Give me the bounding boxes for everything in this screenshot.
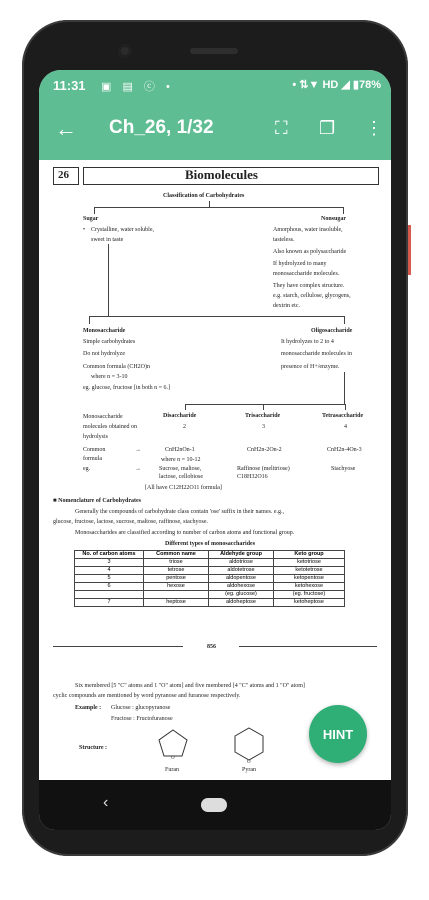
earpiece-speaker bbox=[190, 48, 238, 54]
status-bar bbox=[39, 70, 391, 100]
table-header-row bbox=[75, 551, 345, 559]
nonsugar-point: dextrin etc. bbox=[273, 303, 300, 309]
table-cell: ketohexose bbox=[274, 583, 345, 591]
mono-point: eg. glucose, fructose [in both n = 6.] bbox=[83, 385, 171, 391]
nomenclature-heading: ■ Nomenclature of Carbohydrates bbox=[53, 498, 142, 504]
oligo-type-name: Trisaccharide bbox=[245, 413, 281, 419]
page-title: Ch_26, 1/32 bbox=[109, 117, 214, 138]
page-number: 856 bbox=[207, 644, 216, 650]
app-bar bbox=[39, 100, 391, 160]
ring-text: cyclic compounds are mentioned by word pyranose and furanose respectively. bbox=[53, 693, 241, 699]
oligo-type-name: Tetrasaccharide bbox=[322, 413, 364, 419]
nomenclature-text: Generally the compounds of carbohydrate class contain 'ose' suffix in their names. e.g., bbox=[75, 509, 284, 515]
nomenclature-text: Monosaccharides are classified according to number of carbon atoms and functional group. bbox=[75, 530, 295, 536]
svg-text:O: O bbox=[247, 760, 251, 764]
oligo-type-count: 4 bbox=[344, 424, 347, 430]
table-row bbox=[75, 575, 345, 583]
table-cell bbox=[75, 591, 144, 599]
example-line: Glucose : glucopyranose bbox=[111, 705, 171, 711]
table-row bbox=[75, 599, 345, 607]
example-label: Example : bbox=[75, 705, 102, 711]
oligo-side: molecules obtained on bbox=[83, 424, 137, 430]
table-cell: ketoheptose bbox=[274, 599, 345, 607]
status-time: 11:31 bbox=[53, 78, 86, 93]
svg-text:O: O bbox=[171, 756, 175, 761]
table-title: Different types of monosaccharides bbox=[165, 541, 256, 547]
oligo-type-formula: CnH2n-4On-3 bbox=[327, 447, 362, 453]
nonsugar-point: They have complex structure. bbox=[273, 283, 345, 289]
sugar-point: Crystalline, water soluble, bbox=[91, 227, 154, 233]
network-label: HD bbox=[322, 79, 339, 91]
nav-home-pill[interactable] bbox=[201, 798, 227, 812]
example-line: Fructose : Fructofuranose bbox=[111, 716, 173, 722]
oligo-point: presence of H+/enzyme. bbox=[281, 364, 340, 370]
sugar-point: sweet in taste bbox=[91, 237, 124, 243]
nonsugar-point: e.g. starch, cellulose, glycogens, bbox=[273, 293, 351, 299]
oligo-side: hydrolysis bbox=[83, 434, 109, 440]
table-cell: aldoheptose bbox=[209, 599, 274, 607]
nomenclature-text: glucose, fructose, lactose, sucrose, maltose, raffinose, stachyose. bbox=[53, 519, 209, 525]
table-cell: triose bbox=[144, 559, 209, 567]
table-cell: heptose bbox=[144, 599, 209, 607]
table-header: Aldehyde group bbox=[209, 551, 274, 559]
table-cell: (eg. glucose) bbox=[209, 591, 274, 599]
table-row bbox=[75, 583, 345, 591]
table-header: Keto group bbox=[274, 551, 345, 559]
table-cell: 5 bbox=[75, 575, 144, 583]
monosaccharide-label: Monosaccharide bbox=[83, 328, 126, 334]
oligo-side: Common bbox=[83, 447, 106, 453]
oligo-type-examples: Sucrose, maltose, lactose, cellobiose bbox=[159, 466, 203, 480]
oligo-type-note: where n = 10-12 bbox=[161, 457, 201, 463]
table-cell: ketotriose bbox=[274, 559, 345, 567]
oligo-side: eg. bbox=[83, 466, 91, 472]
oligo-side: Monosaccharide bbox=[83, 414, 123, 420]
structure-label: Structure : bbox=[79, 745, 108, 751]
mono-point: Do not hydrolyze bbox=[83, 351, 125, 357]
back-arrow-icon[interactable]: ← bbox=[55, 116, 77, 141]
notification-icons: ▣ ▤ ⓒ • bbox=[101, 81, 174, 93]
classification-heading: Classification of Carbohydrates bbox=[163, 193, 245, 199]
nonsugar-point: tasteless. bbox=[273, 237, 295, 243]
oligo-type-formula: CnH2nOn-1 bbox=[165, 447, 195, 453]
oligo-type-examples: Raffinose (melitriose) C18H32O16 bbox=[237, 466, 290, 480]
battery-level: 78% bbox=[358, 79, 381, 91]
table-cell: 3 bbox=[75, 559, 144, 567]
nonsugar-label: Nonsugar bbox=[321, 216, 347, 222]
table-cell: 4 bbox=[75, 567, 144, 575]
furan-label: Furan bbox=[165, 767, 179, 773]
nav-back-icon[interactable]: ‹ bbox=[103, 794, 109, 811]
mono-point: where n = 3-10 bbox=[91, 374, 128, 380]
oligo-type-formula: CnH2n-2On-2 bbox=[247, 447, 282, 453]
nonsugar-point: Also known as polysaccharide bbox=[273, 249, 347, 255]
table-cell: 6 bbox=[75, 583, 144, 591]
table-cell: 7 bbox=[75, 599, 144, 607]
front-camera bbox=[118, 44, 132, 58]
chapter-title: Biomolecules bbox=[185, 167, 258, 182]
table-cell: hexose bbox=[144, 583, 209, 591]
table-cell bbox=[144, 591, 209, 599]
table-row bbox=[75, 559, 345, 567]
table-header: No. of carbon atoms bbox=[75, 551, 144, 559]
nonsugar-point: If hydrolyzed to many bbox=[273, 261, 327, 267]
table-cell: (eg. fructose) bbox=[274, 591, 345, 599]
mono-point: Simple carbohydrates bbox=[83, 339, 136, 345]
table-cell: aldotetrose bbox=[209, 567, 274, 575]
table-cell: aldopentose bbox=[209, 575, 274, 583]
screen bbox=[39, 70, 391, 830]
side-button bbox=[407, 225, 411, 275]
oligo-point: monosaccharide molecules in bbox=[281, 351, 352, 357]
oligo-type-count: 3 bbox=[262, 424, 265, 430]
table-cell: tetrose bbox=[144, 567, 209, 575]
sugar-label: Sugar bbox=[83, 216, 99, 222]
pages-icon[interactable]: ❐ bbox=[319, 118, 336, 138]
table-cell: ketotetrose bbox=[274, 567, 345, 575]
mono-point: Common formula (CH2O)n bbox=[83, 364, 150, 370]
table-row bbox=[75, 591, 345, 599]
nonsugar-point: Amorphous, water insoluble, bbox=[273, 227, 343, 233]
table-cell: aldohexose bbox=[209, 583, 274, 591]
fullscreen-icon[interactable]: ⛶ bbox=[275, 118, 288, 138]
navigation-bar bbox=[39, 780, 391, 830]
ring-text: Six membered [5 "C" atoms and 1 "O" atom] and five membered [4 "C" atoms and 1 "O" atom] bbox=[75, 683, 305, 689]
monosaccharide-table bbox=[74, 550, 345, 607]
table-cell: pentose bbox=[144, 575, 209, 583]
oligo-type-examples: Stachyose bbox=[331, 466, 356, 472]
nonsugar-point: monosaccharide molecules. bbox=[273, 271, 340, 277]
oligo-type-count: 2 bbox=[183, 424, 186, 430]
table-row bbox=[75, 567, 345, 575]
chapter-number: 26 bbox=[58, 169, 69, 181]
oligo-side: formula bbox=[83, 456, 102, 462]
pyran-label: Pyran bbox=[242, 767, 256, 773]
all-have-formula: [All have C12H22O11 formula] bbox=[145, 485, 222, 491]
oligosaccharide-label: Oligosaccharide bbox=[311, 328, 353, 334]
table-header: Common name bbox=[144, 551, 209, 559]
oligo-type-name: Disaccharide bbox=[163, 413, 197, 419]
table-cell: aldotriose bbox=[209, 559, 274, 567]
more-options-icon[interactable]: ⋮ bbox=[365, 118, 383, 138]
status-right: • ⇅▼ HD ◢ ▮78% bbox=[292, 79, 381, 91]
document-page: 26 Biomolecules Classification of Carbohydrates Sugar Nonsugar • Crystalline, water soluble, sweet in taste Amorphous, water insoluble, tasteless. Also known as polysaccharide If hydrolyzed to many monosaccharide molecules. They have complex structure. e.g. starch, cellulose, glycogens, dextrin etc. Monosaccharide Oligosaccharide Simple carbohydrates Do not hydrolyze Common formula (CH2O)n where n = 3-10 eg. glucose, fructose [in both n = 6.] It hydrolyzes to 2 to 4 monosaccharide molecules in presence of H+/enzyme. Monosaccharide molecules obtained on hydrolysis Common formula eg. → → Disaccharide Trisaccharide Tetrasaccharide 2 3 4 CnH2nOn-1 CnH2n-2On-2 CnH2n-4On-3 where n = 10-12 Sucrose, maltose, lactose, cellobiose Raffinose (melitriose) C18H32O16 Stachyose [All have C12H22O11 formula] ■ Nomenclature of Carbohydrates Generally the compounds of carbohydrate class contain 'ose' suffix in their names. e.g., glucose, fructose, lactose, sucrose, maltose, raffinose, stachyose. Monosaccharides are classified according to number of carbon atoms and functional group. Different types of monosaccharides bbox=[39, 160, 391, 780]
oligo-point: It hydrolyzes to 2 to 4 bbox=[281, 339, 334, 345]
table-cell: ketopentose bbox=[274, 575, 345, 583]
hint-button[interactable]: HINT bbox=[309, 705, 367, 763]
